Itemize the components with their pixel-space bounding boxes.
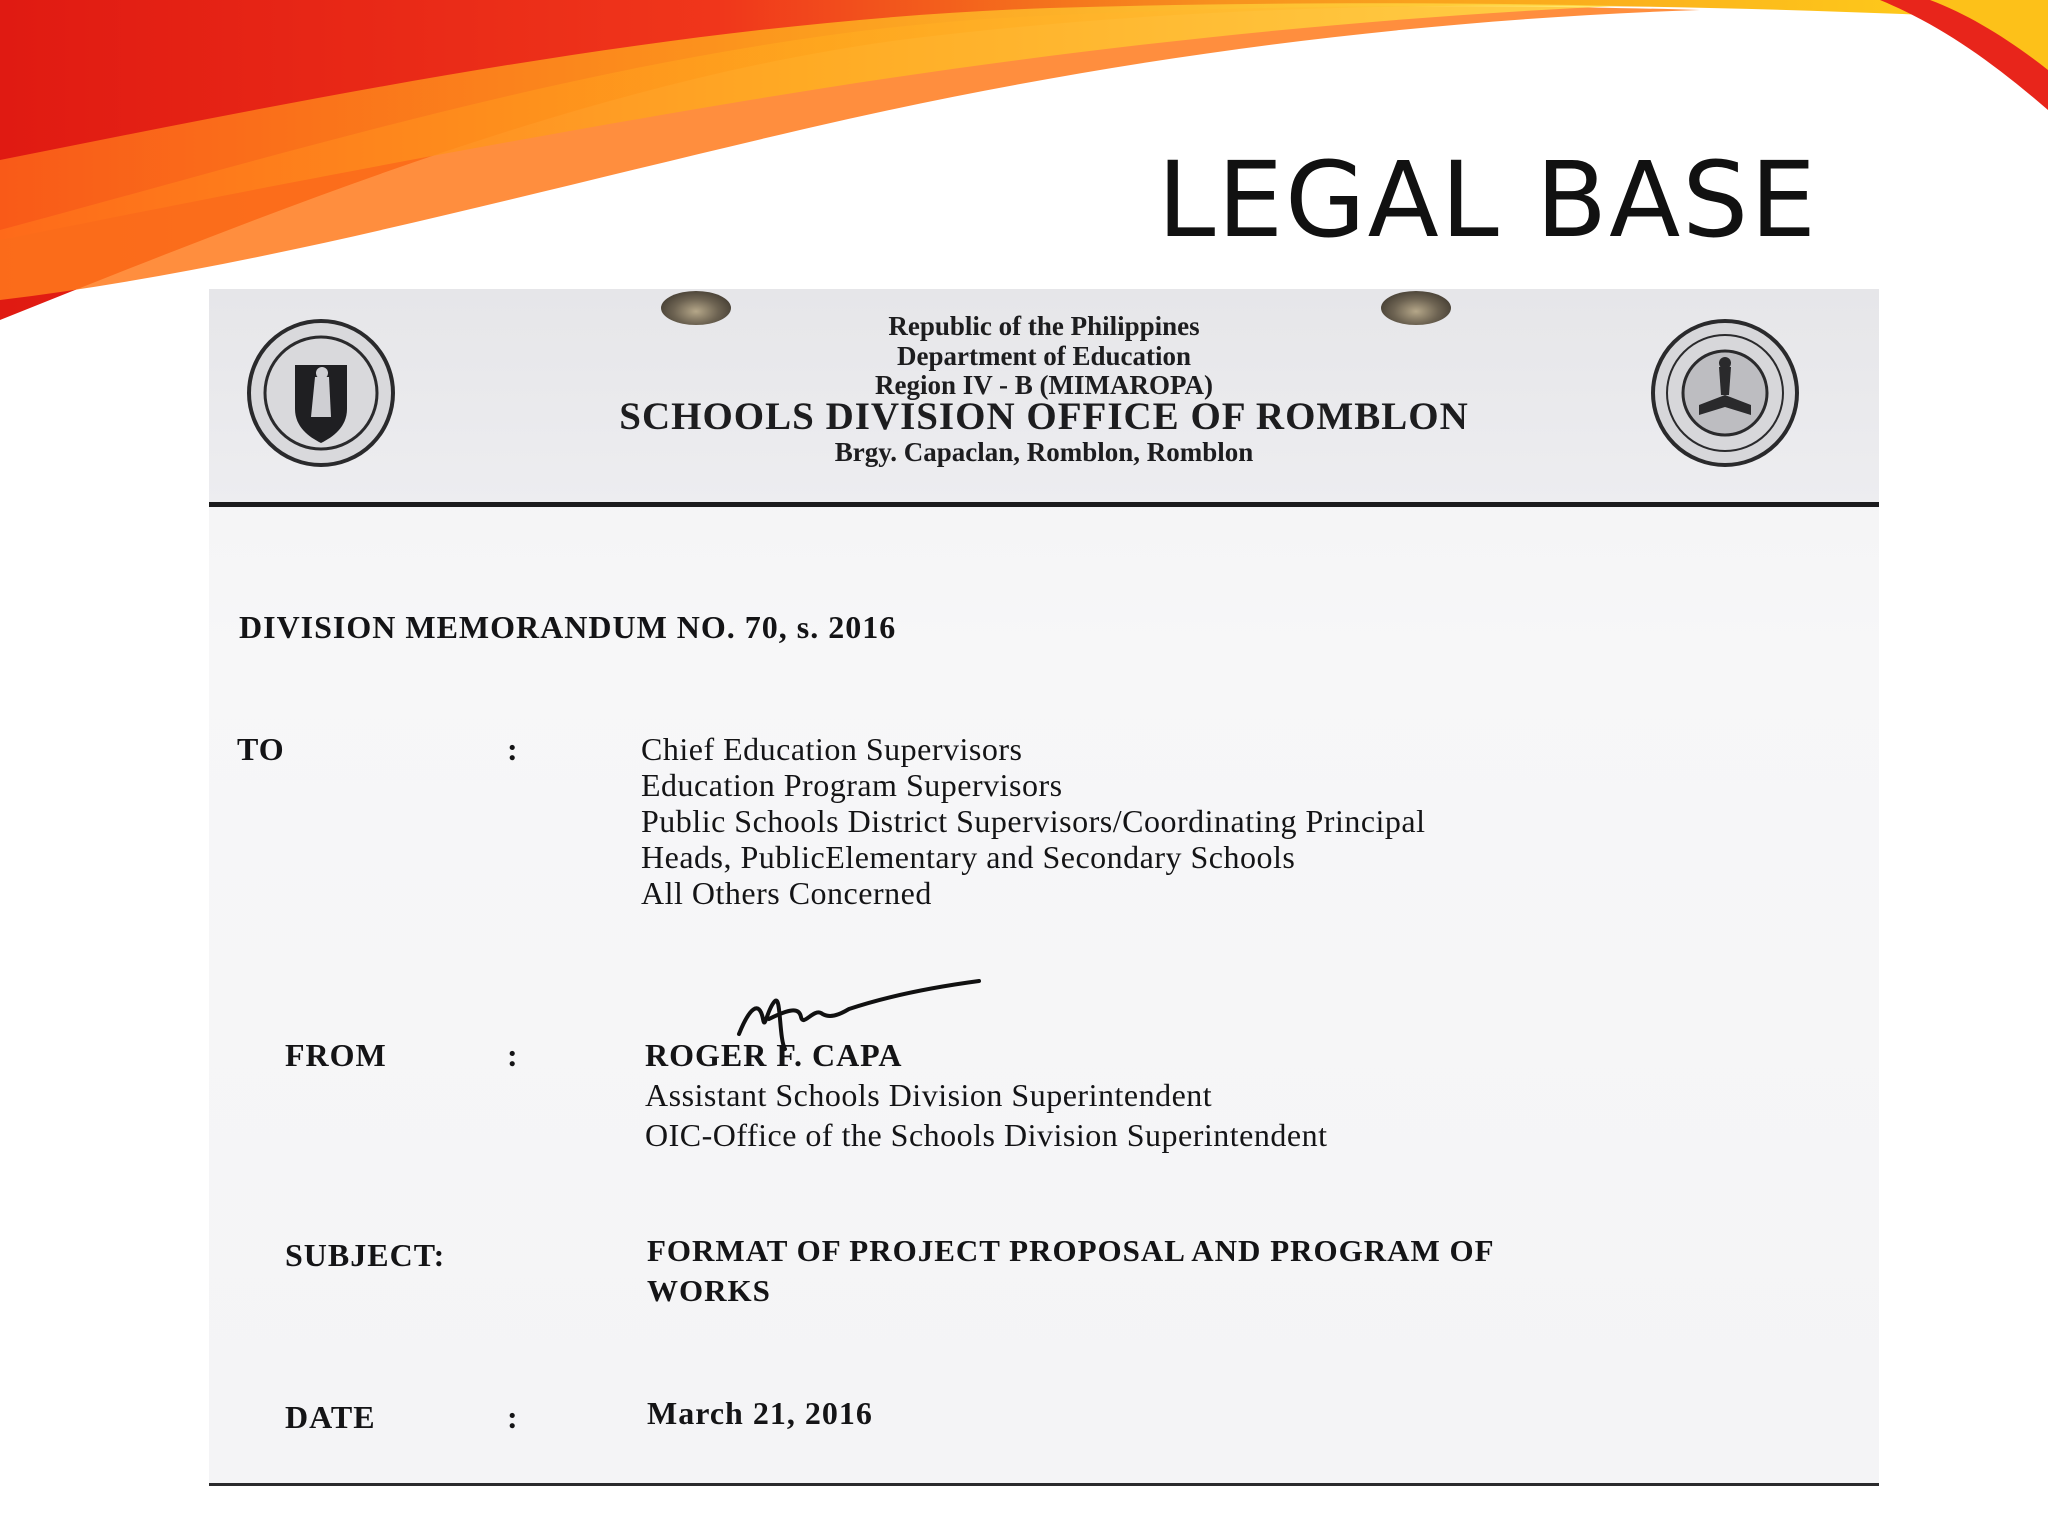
date-colon: : [507,1399,519,1435]
date-value: March 21, 2016 [647,1395,873,1431]
memo-document-photo [209,289,1879,1484]
to-recipient: Public Schools District Supervisors/Coordinating Principal [641,803,1426,839]
letterhead-department: Department of Education [897,341,1191,371]
to-colon: : [507,731,519,767]
letterhead-republic: Republic of the Philippines [888,311,1200,341]
to-recipient: Chief Education Supervisors [641,731,1023,767]
from-label: FROM [285,1037,387,1073]
slide-title: LEGAL BASE [1157,139,1818,261]
to-recipient: Education Program Supervisors [641,767,1063,803]
letterhead-office: SCHOOLS DIVISION OFFICE OF ROMBLON [619,395,1469,438]
from-title: Assistant Schools Division Superintendent [645,1077,1213,1113]
from-colon: : [507,1037,519,1073]
subject-line: WORKS [647,1273,771,1308]
memo-heading: DIVISION MEMORANDUM NO. 70, s. 2016 [239,609,897,645]
from-title: OIC-Office of the Schools Division Superintendent [645,1117,1328,1153]
to-label: TO [237,731,285,767]
subject-label: SUBJECT: [285,1237,446,1273]
letterhead-divider [209,502,1879,507]
date-label: DATE [285,1399,376,1435]
letterhead-address: Brgy. Capaclan, Romblon, Romblon [834,437,1254,467]
document-bottom-edge [209,1483,1879,1486]
to-recipient: All Others Concerned [641,875,932,911]
to-recipient: Heads, PublicElementary and Secondary Schools [641,839,1296,875]
letterhead-region: Region IV - B (MIMAROPA) [875,370,1213,400]
subject-line: FORMAT OF PROJECT PROPOSAL AND PROGRAM OF [647,1233,1495,1268]
from-name: ROGER F. CAPA [645,1037,903,1073]
